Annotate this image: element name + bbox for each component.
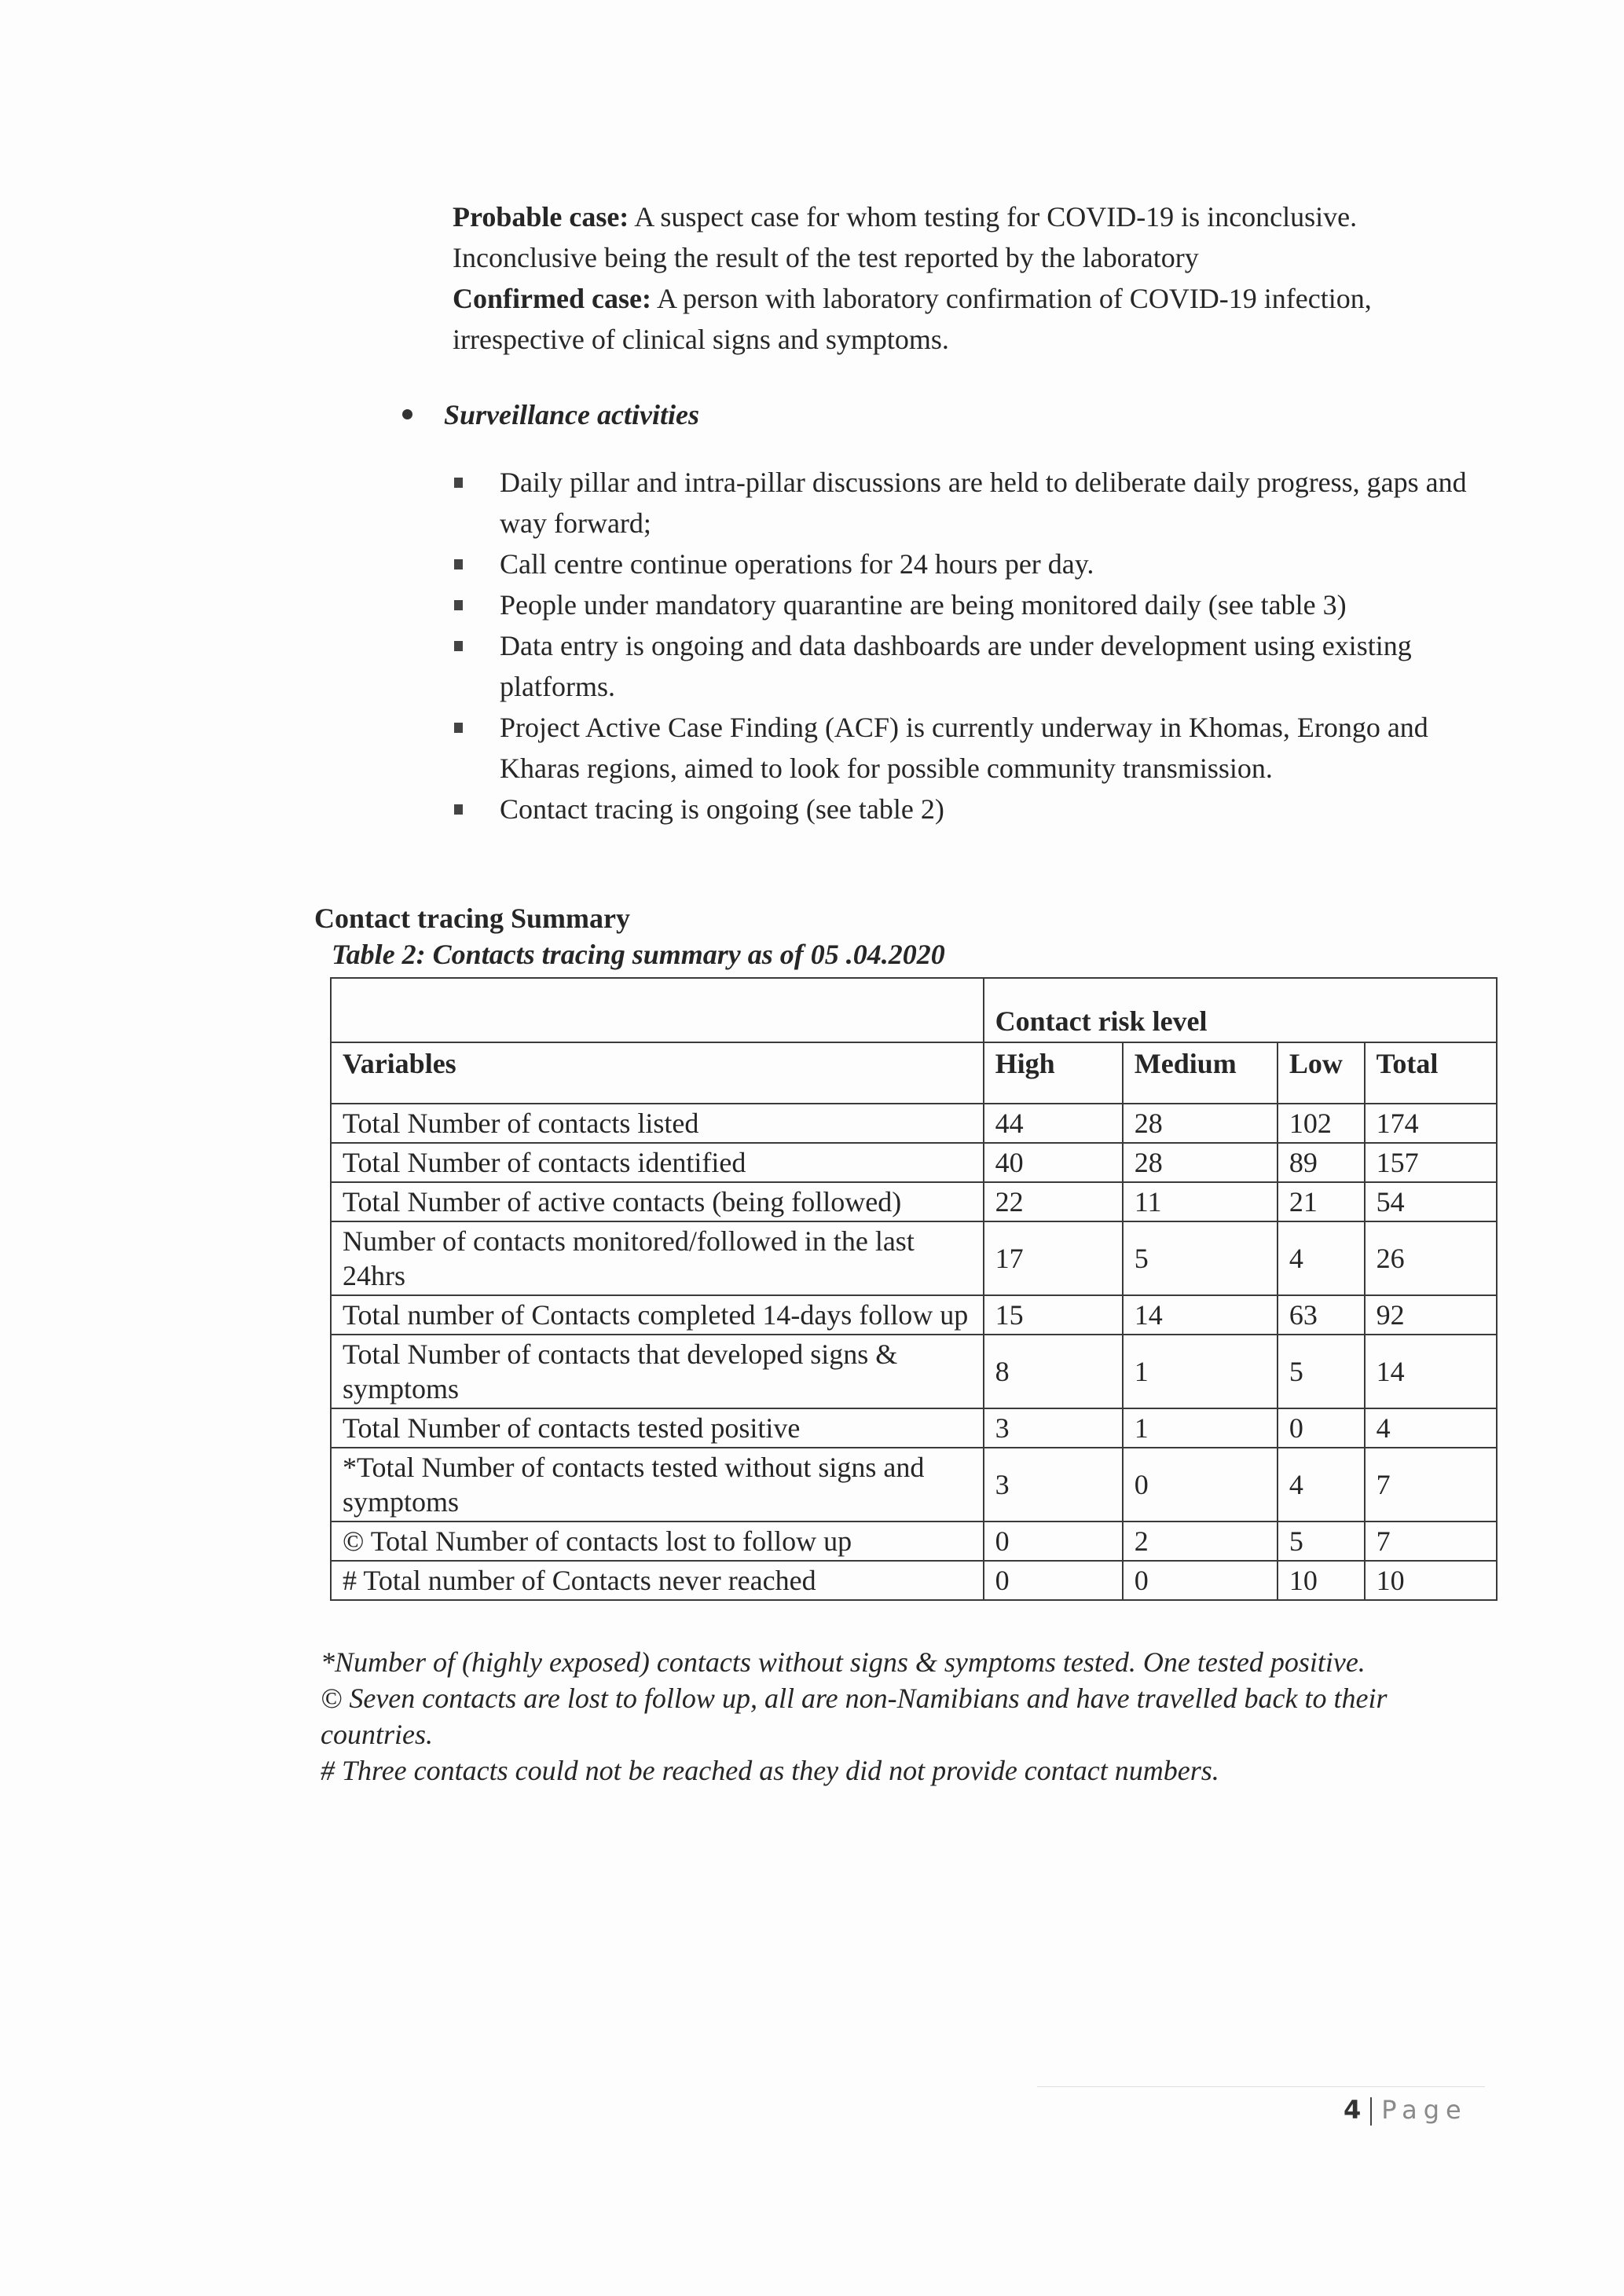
cell-total: 7: [1365, 1448, 1497, 1522]
column-header-variables: Variables: [331, 1042, 984, 1104]
surveillance-heading: [402, 394, 699, 435]
footnote-hash: # Three contacts could not be reached as they did not provide contact numbers.: [321, 1755, 1219, 1786]
table-row: [331, 1561, 1497, 1600]
cell-high: 3: [984, 1448, 1123, 1522]
list-item: Project Active Case Finding (ACF) is currently underway in Khomas, Erongo and Kharas regions, aimed to look for possible community transmission.: [454, 707, 1499, 789]
cell-high: 0: [984, 1561, 1123, 1600]
cell-medium: 0: [1123, 1561, 1278, 1600]
header-blank-cell: [331, 978, 984, 1042]
cell-total: 54: [1365, 1182, 1497, 1221]
list-item: Call centre continue operations for 24 hours per day.: [454, 544, 1499, 584]
table-row: [331, 1221, 1497, 1295]
cell-medium: 14: [1123, 1295, 1278, 1335]
probable-case-label: Probable case:: [453, 201, 629, 233]
table-row: [331, 1522, 1497, 1561]
cell-total: 92: [1365, 1295, 1497, 1335]
cell-high: 17: [984, 1221, 1123, 1295]
probable-case-text: A suspect case for whom testing for COVID-19 is inconclusive. Inconclusive being the result of the test reported by the laboratory: [453, 201, 1358, 273]
column-header-low: Low: [1278, 1042, 1365, 1104]
cell-low: 102: [1278, 1104, 1365, 1143]
square-bullet-icon: [454, 478, 463, 488]
cell-medium: 28: [1123, 1104, 1278, 1143]
table-row: [331, 1182, 1497, 1221]
cell-medium: 11: [1123, 1182, 1278, 1221]
cell-low: 63: [1278, 1295, 1365, 1335]
cell-total: 174: [1365, 1104, 1497, 1143]
row-label: # Total number of Contacts never reached: [331, 1561, 984, 1600]
row-label: © Total Number of contacts lost to follow up: [331, 1522, 984, 1561]
column-header-medium: Medium: [1123, 1042, 1278, 1104]
cell-low: 10: [1278, 1561, 1365, 1600]
footnote-copyright: © Seven contacts are lost to follow up, all are non-Namibians and have travelled back to their countries.: [321, 1683, 1388, 1750]
square-bullet-icon: [454, 600, 463, 610]
square-bullet-icon: [454, 641, 463, 651]
square-bullet-icon: [454, 804, 463, 815]
cell-high: 40: [984, 1143, 1123, 1182]
table-row: [331, 1143, 1497, 1182]
list-item: Data entry is ongoing and data dashboards are under development using existing platforms.: [454, 625, 1499, 707]
cell-high: 15: [984, 1295, 1123, 1335]
row-label: Total number of Contacts completed 14-days follow up: [331, 1295, 984, 1335]
list-item: People under mandatory quarantine are being monitored daily (see table 3): [454, 584, 1499, 625]
table-header-row: [331, 978, 1497, 1042]
row-label: Total Number of active contacts (being followed): [331, 1182, 984, 1221]
cell-high: 44: [984, 1104, 1123, 1143]
cell-low: 89: [1278, 1143, 1365, 1182]
contact-tracing-table: [330, 977, 1498, 1601]
confirmed-case-text: A person with laboratory confirmation of COVID-19 infection, irrespective of clinical signs and symptoms.: [453, 283, 1372, 355]
page-number: [1344, 2095, 1468, 2126]
square-bullet-icon: [454, 723, 463, 733]
row-label: Total Number of contacts listed: [331, 1104, 984, 1143]
contact-tracing-heading: Contact tracing Summary: [314, 903, 630, 934]
confirmed-case-definition: [453, 278, 1490, 360]
cell-medium: 2: [1123, 1522, 1278, 1561]
cell-low: 5: [1278, 1335, 1365, 1408]
table-row: [331, 1335, 1497, 1408]
surveillance-activities-list: [454, 462, 1499, 829]
cell-low: 4: [1278, 1221, 1365, 1295]
table-row: [331, 1104, 1497, 1143]
row-label: Number of contacts monitored/followed in the last 24hrs: [331, 1221, 984, 1295]
cell-medium: 1: [1123, 1408, 1278, 1448]
probable-case-definition: [453, 196, 1490, 278]
column-header-total: Total: [1365, 1042, 1497, 1104]
row-label: *Total Number of contacts tested without signs and symptoms: [331, 1448, 984, 1522]
surveillance-title: Surveillance activities: [444, 399, 699, 430]
page-number-value: 4: [1344, 2095, 1362, 2125]
cell-medium: 0: [1123, 1448, 1278, 1522]
cell-total: 4: [1365, 1408, 1497, 1448]
risk-level-group-header: Contact risk level: [984, 978, 1497, 1042]
cell-high: 0: [984, 1522, 1123, 1561]
cell-low: 21: [1278, 1182, 1365, 1221]
square-bullet-icon: [454, 559, 463, 569]
cell-high: 22: [984, 1182, 1123, 1221]
cell-total: 157: [1365, 1143, 1497, 1182]
table-row: [331, 1448, 1497, 1522]
cell-low: 5: [1278, 1522, 1365, 1561]
cell-total: 14: [1365, 1335, 1497, 1408]
list-item: Daily pillar and intra-pillar discussions are held to deliberate daily progress, gaps and way forward;: [454, 462, 1499, 544]
cell-low: 0: [1278, 1408, 1365, 1448]
cell-total: 7: [1365, 1522, 1497, 1561]
cell-low: 4: [1278, 1448, 1365, 1522]
confirmed-case-label: Confirmed case:: [453, 283, 651, 314]
cell-medium: 28: [1123, 1143, 1278, 1182]
list-item: Contact tracing is ongoing (see table 2): [454, 789, 1499, 829]
page-label: Page: [1381, 2095, 1468, 2125]
cell-medium: 5: [1123, 1221, 1278, 1295]
column-header-high: High: [984, 1042, 1123, 1104]
row-label: Total Number of contacts identified: [331, 1143, 984, 1182]
table-header-row: [331, 1042, 1497, 1104]
table-row: [331, 1295, 1497, 1335]
cell-total: 26: [1365, 1221, 1497, 1295]
table-caption: Table 2: Contacts tracing summary as of 05 .04.2020: [332, 939, 945, 970]
bullet-dot-icon: [402, 409, 412, 419]
cell-high: 3: [984, 1408, 1123, 1448]
cell-medium: 1: [1123, 1335, 1278, 1408]
cell-high: 8: [984, 1335, 1123, 1408]
page-separator: [1370, 2097, 1372, 2126]
table-footnotes: [321, 1644, 1499, 1789]
row-label: Total Number of contacts that developed signs & symptoms: [331, 1335, 984, 1408]
case-definitions: [453, 196, 1490, 360]
row-label: Total Number of contacts tested positive: [331, 1408, 984, 1448]
footer-divider: [1037, 2086, 1485, 2087]
cell-total: 10: [1365, 1561, 1497, 1600]
table-row: [331, 1408, 1497, 1448]
footnote-asterisk: *Number of (highly exposed) contacts without signs & symptoms tested. One tested positive.: [321, 1646, 1366, 1678]
